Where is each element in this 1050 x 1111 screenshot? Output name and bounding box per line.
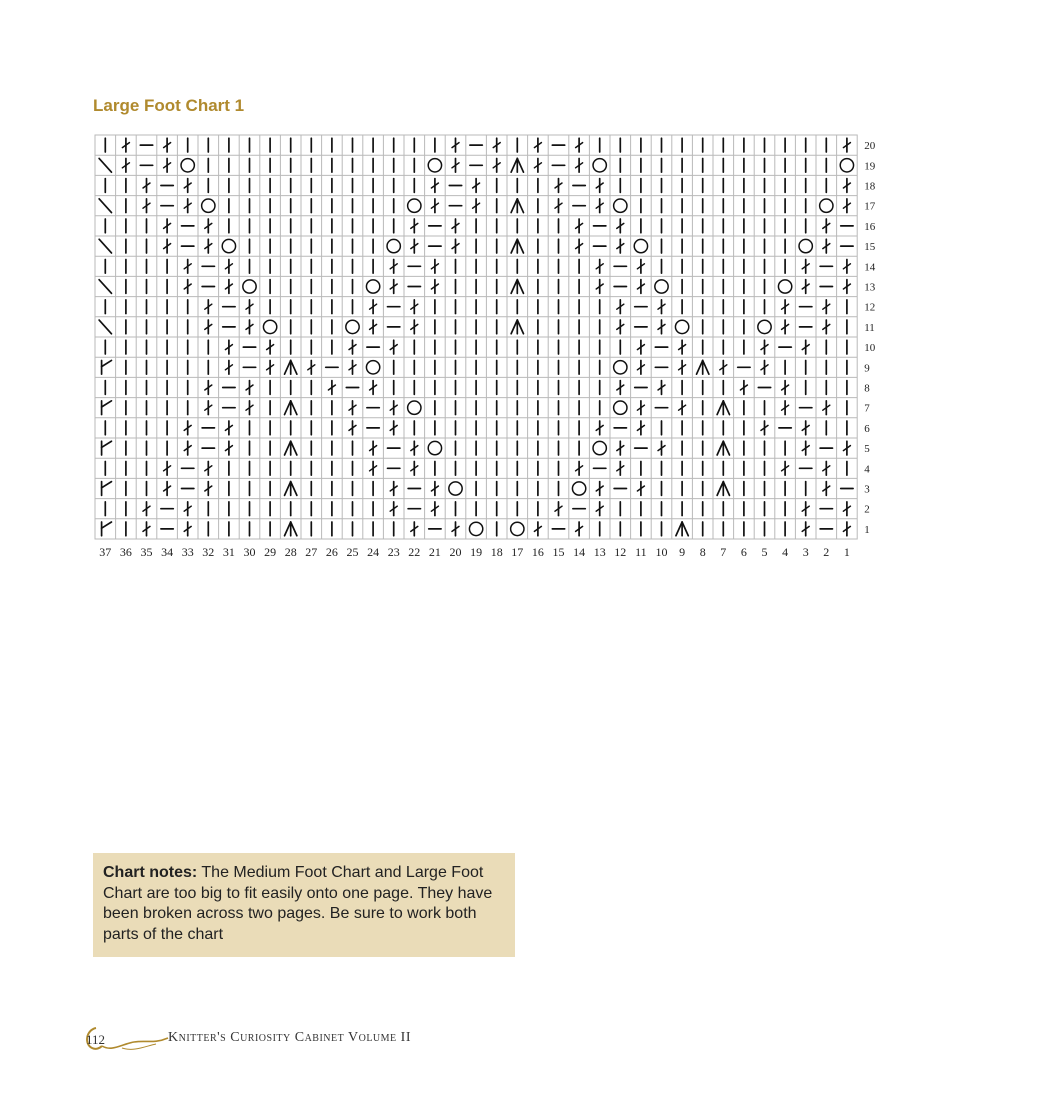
stitch-number-label: 25 (346, 545, 359, 559)
stitch-number-label: 26 (325, 545, 338, 559)
stitch-number-label: 7 (720, 545, 727, 559)
stitch-number-label: 2 (823, 545, 830, 559)
row-number-label: 6 (864, 422, 870, 435)
stitch-number-label: 8 (699, 545, 706, 559)
stitch-number-label: 19 (470, 545, 483, 559)
stitch-number-label: 37 (99, 545, 112, 559)
row-number-label: 2 (864, 503, 870, 516)
stitch-number-label: 22 (408, 545, 421, 559)
stitch-number-label: 33 (181, 545, 194, 559)
stitch-number-label: 12 (614, 545, 627, 559)
stitch-number-label: 34 (161, 545, 174, 559)
row-number-label: 19 (864, 160, 876, 173)
stitch-number-label: 5 (761, 545, 768, 559)
stitch-number-label: 29 (264, 545, 277, 559)
page-footer (82, 1022, 502, 1062)
stitch-number-label: 13 (593, 545, 606, 559)
row-number-label: 8 (864, 382, 870, 395)
row-number-label: 20 (864, 140, 876, 153)
stitch-number-label: 11 (635, 545, 647, 559)
stitch-number-label: 27 (305, 545, 318, 559)
stitch-number-label: 18 (490, 545, 503, 559)
row-number-label: 12 (864, 301, 876, 314)
row-number-label: 17 (864, 200, 876, 213)
stitch-number-label: 4 (782, 545, 789, 559)
stitch-number-label: 23 (387, 545, 400, 559)
chart-notes-label: Chart notes: (103, 864, 198, 881)
stitch-number-label: 17 (511, 545, 524, 559)
chart-grid (95, 135, 857, 539)
stitch-number-label: 1 (843, 545, 850, 559)
stitch-number-label: 14 (573, 545, 586, 559)
row-number-label: 1 (864, 523, 870, 536)
stitch-number-label: 20 (449, 545, 462, 559)
row-number-label: 10 (864, 342, 876, 355)
chart-title: Large Foot Chart 1 (93, 96, 245, 115)
stitch-number-label: 10 (655, 545, 668, 559)
row-number-label: 9 (864, 362, 870, 375)
row-number-label: 16 (864, 220, 876, 233)
row-number-label: 18 (864, 180, 876, 193)
stitch-number-label: 16 (531, 545, 544, 559)
row-number-label: 7 (864, 402, 870, 415)
stitch-number-label: 21 (428, 545, 441, 559)
page-number: 112 (86, 1032, 106, 1047)
stitch-number-label: 24 (367, 545, 380, 559)
row-number-label: 3 (864, 483, 870, 496)
stitch-number-label: 31 (222, 545, 235, 559)
book-title: Knitter's Curiosity Cabinet Volume II (168, 1030, 411, 1045)
row-number-label: 13 (864, 281, 876, 294)
row-number-label: 5 (864, 443, 870, 456)
stitch-number-label: 3 (802, 545, 809, 559)
stitch-number-label: 15 (552, 545, 565, 559)
chart-notes-box (93, 853, 515, 957)
row-number-label: 15 (864, 241, 876, 254)
stitch-number-label: 32 (202, 545, 215, 559)
row-number-label: 4 (864, 463, 870, 476)
stitch-number-label: 35 (140, 545, 153, 559)
stitch-number-label: 28 (284, 545, 297, 559)
stitch-number-label: 6 (740, 545, 747, 559)
stitch-number-label: 30 (243, 545, 256, 559)
chart-notes-text: The Medium Foot Chart and Large Foot Chart are too big to fit easily onto one page. They have been broken across two pages. Be sure to work both parts of the chart (103, 864, 493, 943)
stitch-number-label: 36 (119, 545, 132, 559)
row-number-label: 14 (864, 261, 876, 274)
row-number-label: 11 (864, 321, 875, 334)
stitch-number-label: 9 (679, 545, 686, 559)
